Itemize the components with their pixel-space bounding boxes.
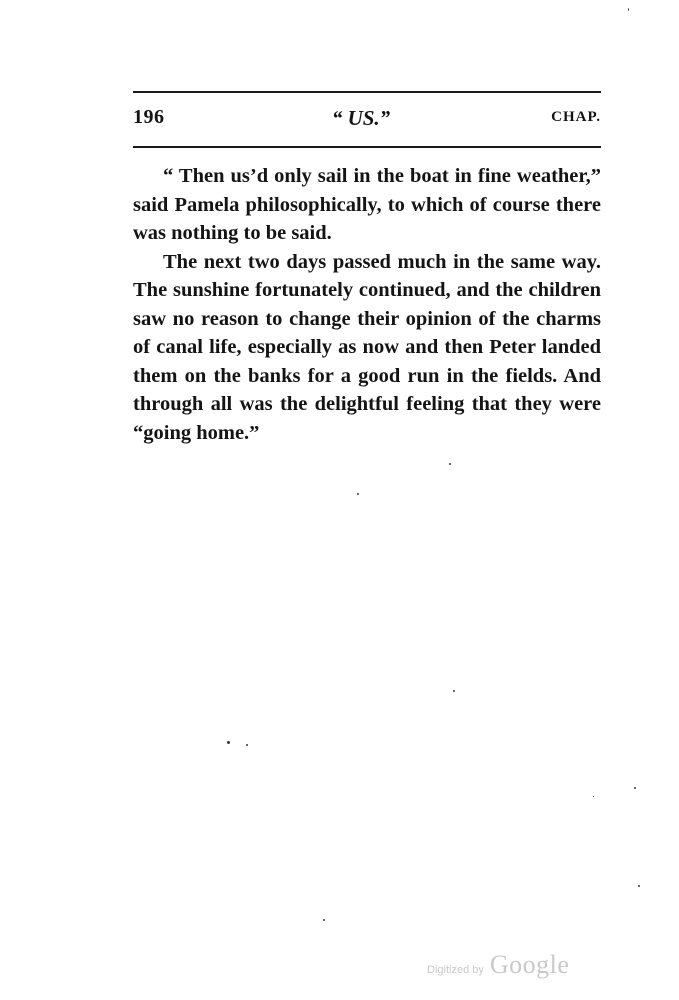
scan-speck: [634, 787, 636, 789]
google-logo: Google: [489, 950, 570, 979]
scan-speck: [357, 493, 359, 495]
scan-speck: [246, 744, 248, 746]
watermark-prefix: Digitized by: [427, 964, 484, 976]
scan-speck: [593, 796, 594, 797]
scan-speck: [449, 463, 451, 465]
body-text: [133, 162, 601, 447]
digitized-watermark: [427, 950, 569, 980]
header-bottom-rule: [133, 146, 601, 148]
page-number: 196: [133, 106, 165, 128]
scan-speck: [638, 885, 640, 887]
scan-speck: [453, 690, 455, 692]
scan-speck: [227, 741, 230, 744]
chapter-label: CHAP.: [551, 109, 601, 125]
paragraph-1: “ Then us’d only sail in the boat in fine weather,” said Pamela philosophically, to which of course there was nothing to be said.: [133, 165, 601, 244]
running-head: [133, 106, 601, 136]
paragraph-2: The next two days passed much in the same way. The sunshine fortunately continued, and the children saw no reason to change their opinion of the charms of canal life, especially as now and then Peter landed them on the banks for a good run in the fields. And through all was the delightful feeling that they were “going home.”: [133, 250, 601, 444]
running-head-title: “ US.”: [331, 106, 391, 130]
scan-speck: [323, 919, 325, 921]
header-top-rule: [133, 91, 601, 93]
scan-speck: [628, 8, 629, 11]
